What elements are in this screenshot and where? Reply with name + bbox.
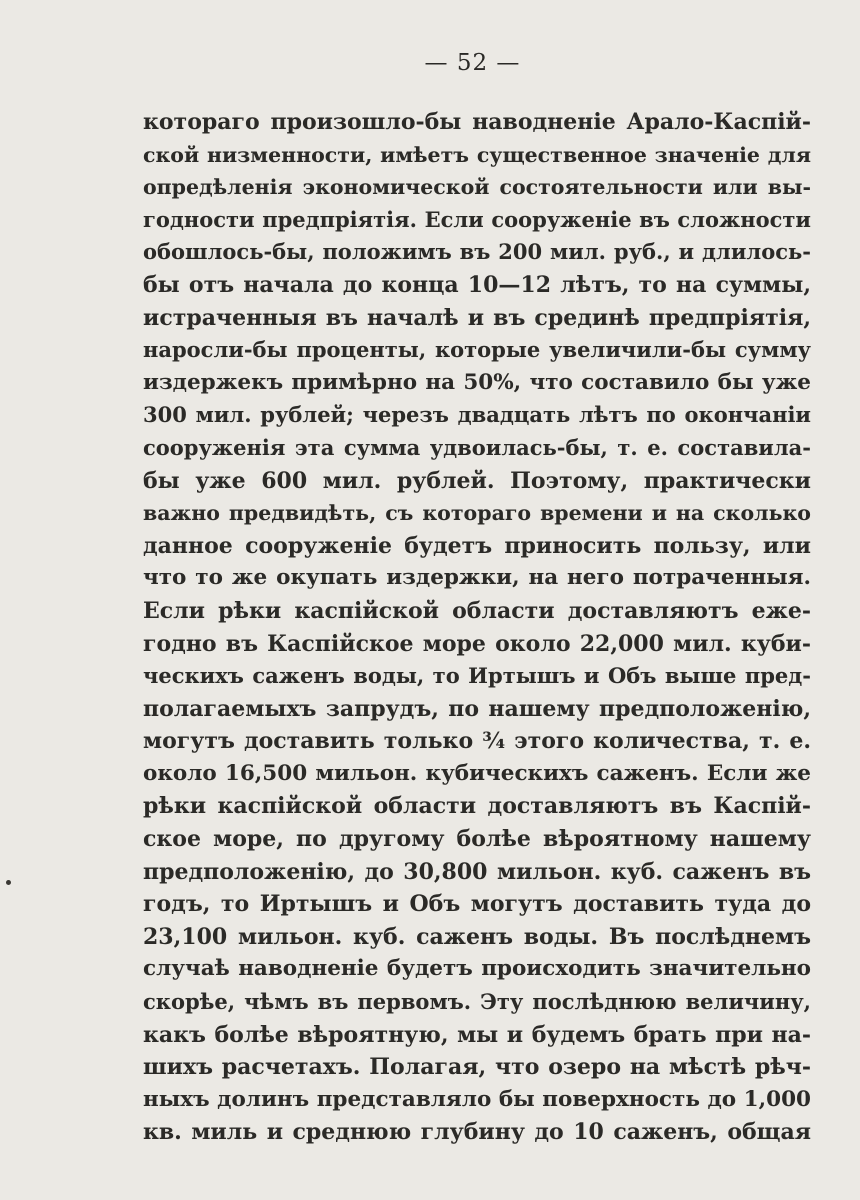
text-line: шихъ расчетахъ. Полагая, что озеро на мѣстѣ рѣч-: [143, 1054, 811, 1081]
text-line: предположенію, до 30,800 мильон. куб. саженъ въ: [143, 858, 811, 885]
text-line: ской низменности, имѣетъ существенное значеніе для: [143, 142, 811, 167]
text-line: обошлось-бы, положимъ въ 200 мил. руб., и длилось-: [143, 239, 811, 265]
text-line: Если рѣки каспійской области доставляютъ еже-: [143, 597, 811, 624]
text-line: около 16,500 мильон. кубическихъ саженъ. Если же: [143, 760, 811, 786]
text-line: наросли-бы проценты, которые увеличили-бы сумму: [143, 337, 811, 363]
text-line: годности предпріятія. Если сооруженіе въ сложности: [143, 206, 811, 232]
text-line: котораго произошло-бы наводненіе Арало-Каспій-: [143, 109, 811, 135]
text-line: скорѣе, чѣмъ въ первомъ. Эту послѣднюю величину,: [143, 989, 811, 1015]
text-line: рѣки каспійской области доставляютъ въ Каспій-: [143, 793, 811, 820]
text-line: годно въ Каспійское море около 22,000 мил. куби-: [143, 630, 811, 657]
text-line: опредѣленія экономической состоятельности или вы-: [143, 175, 811, 200]
text-line: что то же окупать издержки, на него потраченныя.: [143, 565, 811, 591]
text-line: кв. миль и среднюю глубину до 10 саженъ, общая: [143, 1119, 811, 1146]
text-line: ское море, по другому болѣе вѣроятному нашему: [143, 826, 811, 853]
margin-mark: [6, 880, 11, 885]
text-line: издержекъ примѣрно на 50%, что составило бы уже: [143, 369, 811, 395]
text-line: ческихъ саженъ воды, то Иртышъ и Объ выше пред-: [143, 663, 811, 689]
text-line: 300 мил. рублей; черезъ двадцать лѣтъ по окончаніи: [143, 402, 811, 428]
text-line: годъ, то Иртышъ и Объ могутъ доставить туда до: [143, 891, 811, 918]
text-line: сооруженія эта сумма удвоилась-бы, т. е. составила-: [143, 434, 811, 460]
text-line: случаѣ наводненіе будетъ происходить значительно: [143, 956, 811, 982]
text-line: бы уже 600 мил. рублей. Поэтому, практически: [143, 467, 811, 494]
page-number: — 52 —: [424, 50, 521, 76]
text-line: полагаемыхъ запрудъ, по нашему предположенію,: [143, 695, 811, 722]
text-line: могутъ доставить только ¾ этого количества, т. е.: [143, 728, 811, 755]
text-line: какъ болѣе вѣроятную, мы и будемъ брать при на-: [143, 1021, 811, 1048]
text-line: данное сооруженіе будетъ приносить пользу, или: [143, 532, 811, 559]
text-line: ныхъ долинъ представляло бы поверхность до 1,000: [143, 1086, 811, 1112]
text-line: 23,100 мильон. куб. саженъ воды. Въ послѣднемъ: [143, 923, 811, 950]
text-line: бы отъ начала до конца 10—12 лѣтъ, то на суммы,: [143, 271, 811, 298]
body-text: [143, 106, 811, 1149]
text-line: важно предвидѣть, съ котораго времени и на сколько: [143, 501, 811, 526]
text-line: истраченныя въ началѣ и въ срединѣ предпріятія,: [143, 304, 811, 331]
